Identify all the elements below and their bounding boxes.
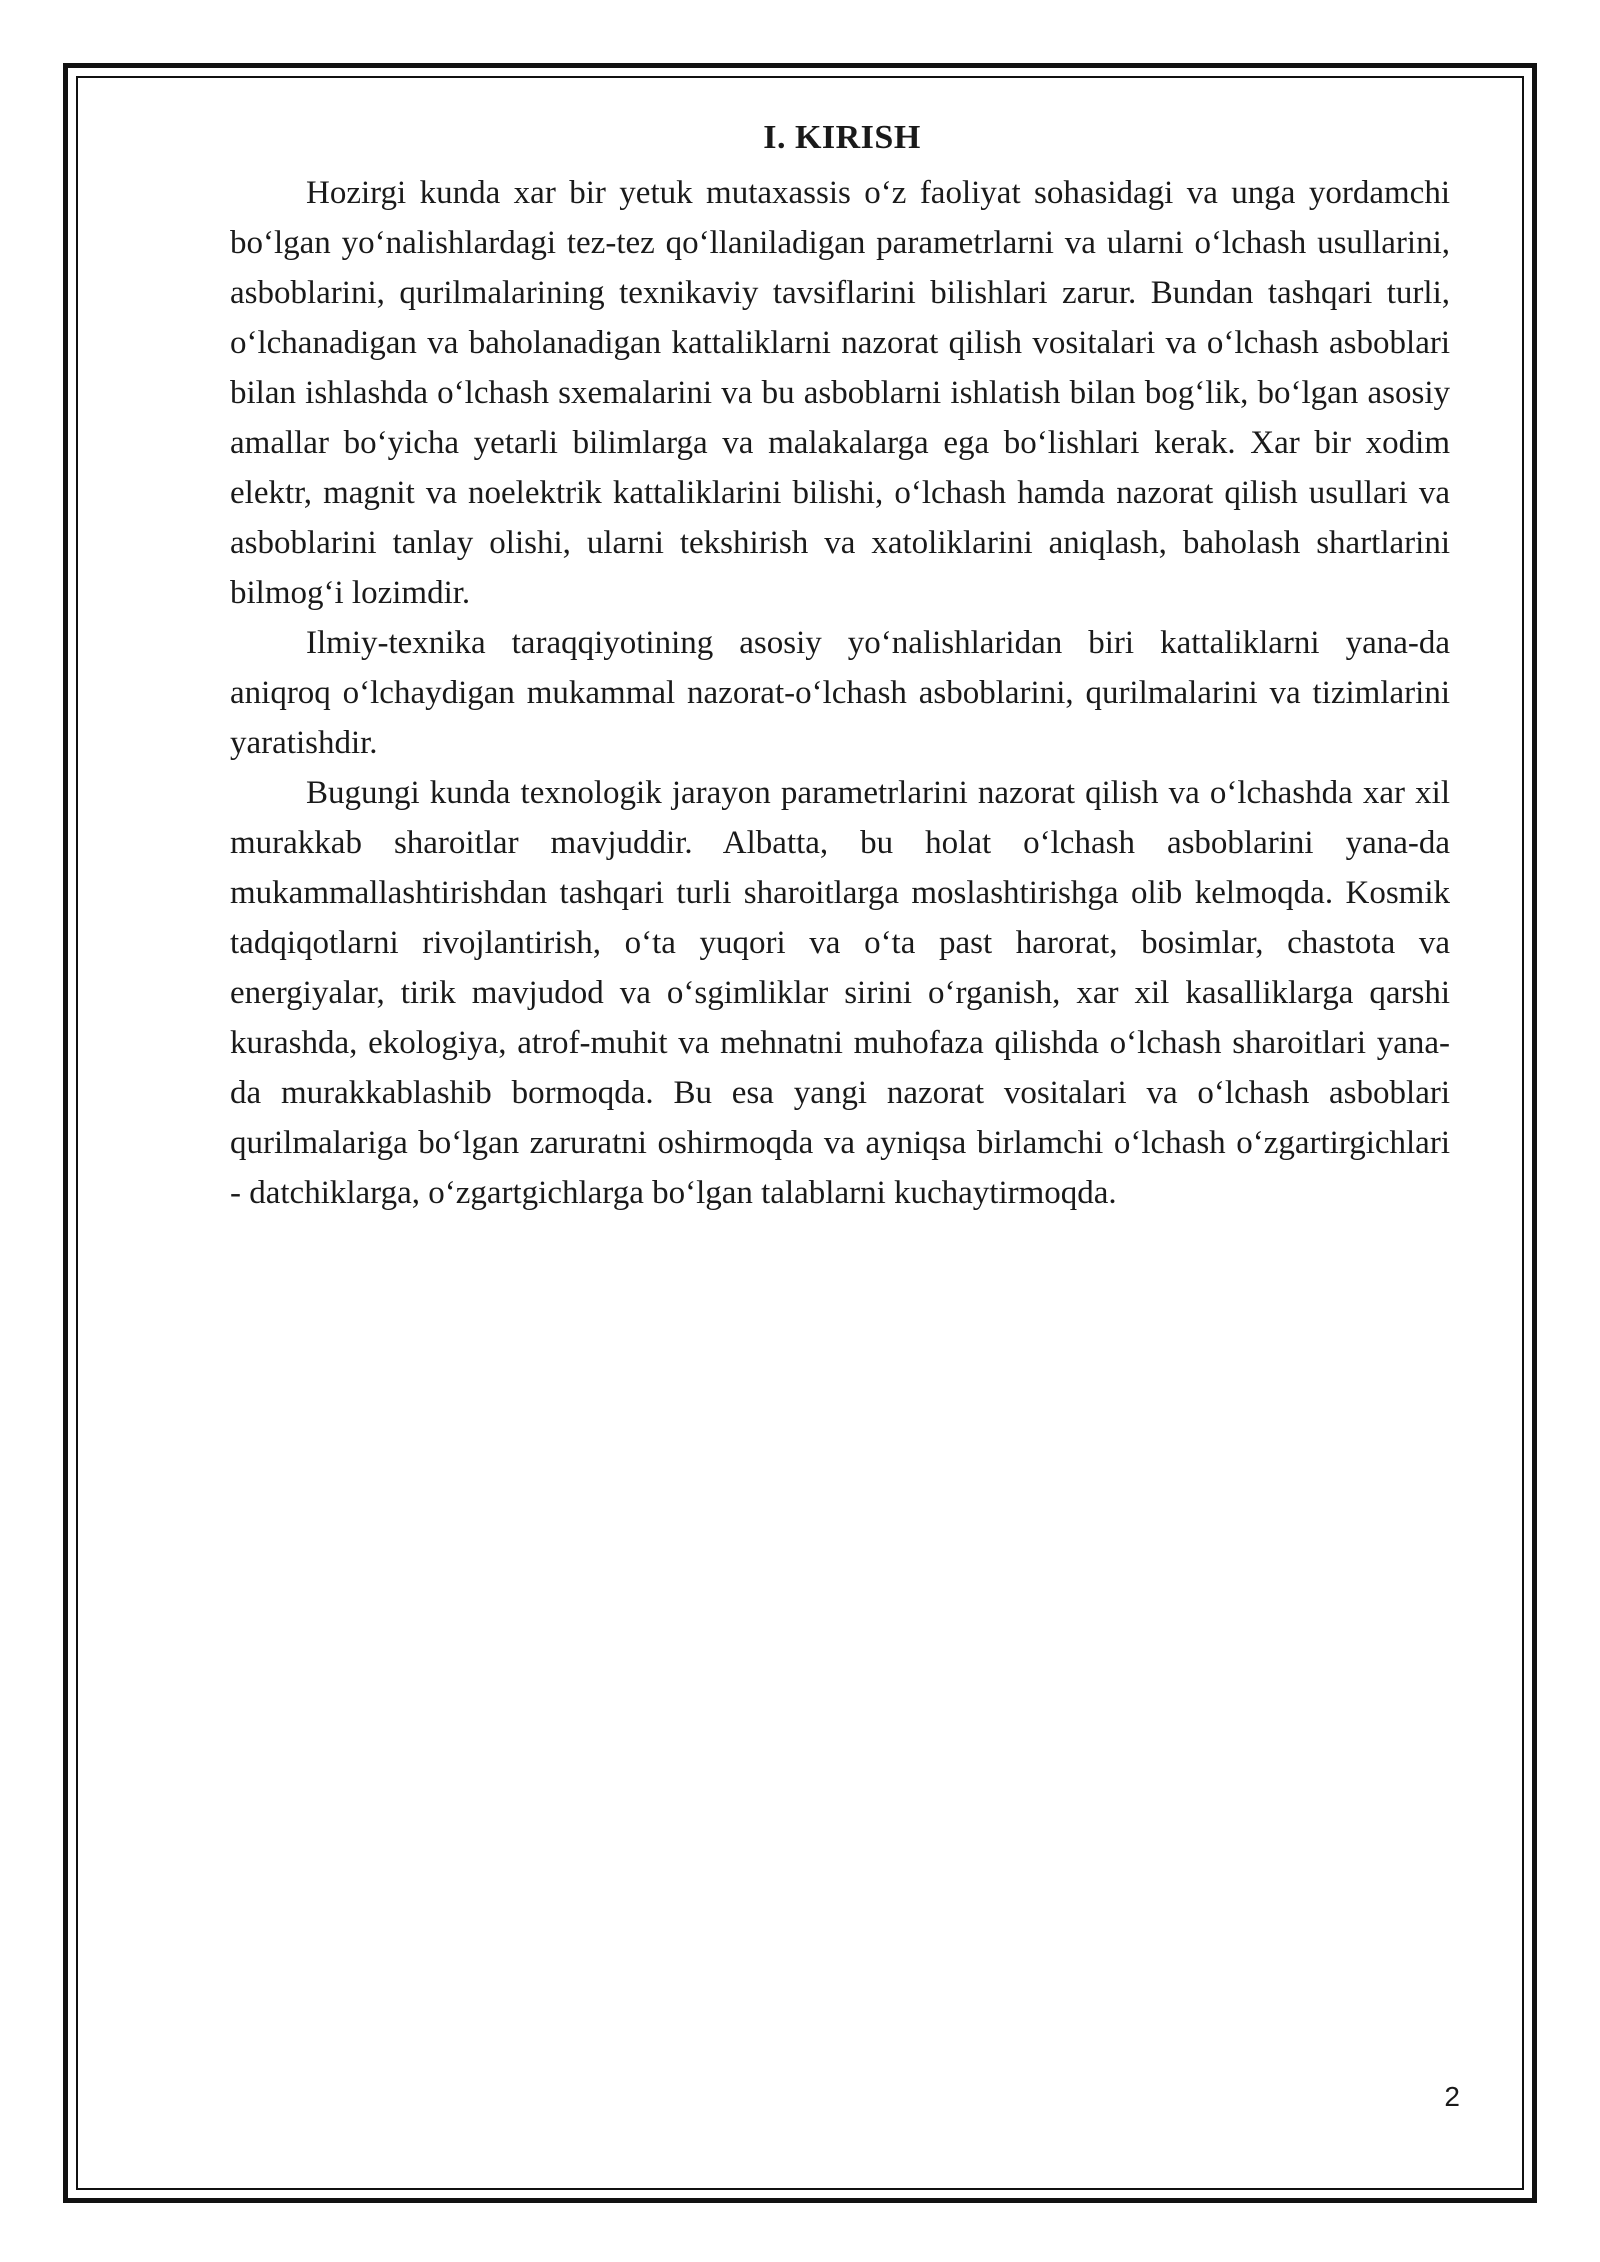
paragraph-2: Ilmiy-texnika taraqqiyotining asosiy yo‘nalishlaridan biri kattaliklarni yana-da aniqroq o‘lchaydigan mukammal nazorat-o‘lchash asboblarini, qurilmalarini va tizimlarini yaratishdir. bbox=[230, 625, 1450, 761]
paragraph-3: Bugungi kunda texnologik jarayon parametrlarini nazorat qilish va o‘lchashda xar xil murakkab sharoitlar mavjuddir. Albatta, bu holat o‘lchash asboblarini yana-da mukammallashtirishdan tashqari turli sharoitlarga moslashtirishga olib kelmoqda. Kosmik tadqiqotlarni rivojlantirish, o‘ta yuqori va o‘ta past harorat, bosimlar, chastota va energiyalar, tirik mavjudod va o‘sgimliklar sirini o‘rganish, xar xil kasalliklarga qarshi kurashda, ekologiya, atrof-muhit va mehnatni muhofaza qilishda o‘lchash sharoitlari yana-da murakkablashib bormoqda. Bu esa yangi nazorat vositalari va o‘lchash asboblari qurilmalariga bo‘lgan zaruratni oshirmoqda va ayniqsa birlamchi o‘lchash o‘zgartirgichlari - datchiklarga, o‘zgartgichlarga bo‘lgan talablarni kuchaytirmoqda. bbox=[230, 775, 1450, 1211]
section-title: I. KIRISH bbox=[763, 119, 921, 156]
page-number: 2 bbox=[1444, 2081, 1460, 2112]
page-content bbox=[230, 108, 1450, 1218]
paragraph-1: Hozirgi kunda xar bir yetuk mutaxassis o‘z faoliyat sohasidagi va unga yordamchi bo‘lgan yo‘nalishlardagi tez-tez qo‘llaniladigan parametrlarni va ularni o‘lchash usullarini, asboblarini, qurilmalarining texnikaviy tavsiflarini bilishlari zarur. Bundan tashqari turli, o‘lchanadigan va baholanadigan kattaliklarni nazorat qilish vositalari va o‘lchash asboblari bilan ishlashda o‘lchash sxemalarini va bu asboblarni ishlatish bilan bog‘lik, bo‘lgan asosiy amallar bo‘yicha yetarli bilimlarga va malakalarga ega bo‘lishlari kerak. Xar bir xodim elektr, magnit va noelektrik kattaliklarini bilishi, o‘lchash hamda nazorat qilish usullari va asboblarini tanlay olishi, ularni tekshirish va xatoliklarini aniqlash, baholash shartlarini bilmog‘i lozimdir. bbox=[230, 175, 1450, 611]
